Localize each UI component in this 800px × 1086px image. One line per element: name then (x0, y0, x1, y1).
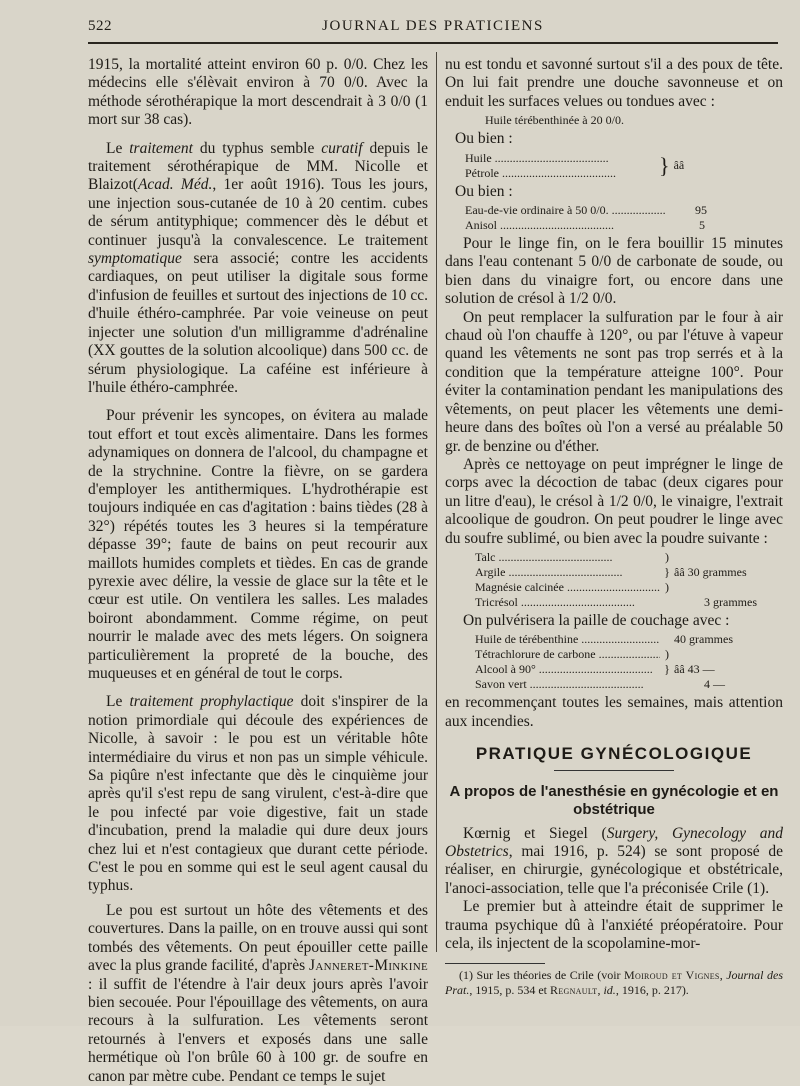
paragraph-spray: On pulvérisera la paille de couchage avec : (463, 611, 730, 629)
column-divider (436, 52, 437, 952)
recipe-oil-petrol: Huile ..... Pétrole ..... } ââ (465, 151, 783, 181)
header-rule (88, 42, 778, 44)
right-column (445, 56, 783, 998)
section-rule (554, 770, 674, 771)
recipe-spray: Huile de térébenthine ..... 40 grammes Tétrachlorure de carbone ..... ) Alcool à 90° ..... } ââ 43 — Savon vert ..... 4 — (475, 632, 783, 692)
or-label-2: Ou bien : (455, 182, 513, 200)
recipe-turpentine: Huile térébenthinée à 20 0/0. (485, 113, 624, 128)
recipe-powder: Talc ..... ) Argile ..... } ââ 30 grammes Magnésie calcinée ..... ) Tricrésol ..... 3 grammes (475, 550, 783, 610)
paragraph-mortality: 1915, la mortalité atteint environ 60 p. 0/0. Chez les médecins elle s'élèvait environ à 70 0/0. Avec la méthode sérothérapique la mort descendrait à 3 0/0 (1 mort sur 38 cas). (88, 56, 428, 129)
paragraph-lice: Le pou est surtout un hôte des vêtements et des couvertures. Dans la paille, on en trouve aussi qui sont tombés des vêtements. On peut épouiller cette paille avec la plus grande facilité, d'après Janneret-Minkine : il suffit de l'étendre à l'air deux jours après l'avoir bien secouée. Pour l'épouillage des vêtements, on aura recours à la sulfuration. Les vêtements seront retournés à l'envers et exposés dans une salle hermétique où l'on brûle 60 à 100 gr. de soufre en canon par mètre cube. Pendant ce temps le sujet (88, 901, 428, 1085)
left-column (88, 56, 428, 1086)
section-title: PRATIQUE GYNÉCOLOGIQUE (475, 744, 753, 764)
footnote: (1) Sur les théories de Crile (voir Moiroud et Vignes, Journal des Prat., 1915, p. 534 et Regnault, id., 1916, p. 217). (445, 968, 784, 998)
footnote-rule (445, 963, 545, 964)
paragraph-treatment: Le traitement du typhus semble curatif depuis le traitement sérothérapique de MM. Nicolle et Blaizot(Acad. Méd., 1er août 1916). Tous les jours, une injection sous-cutanée de 10 à 20 centim. cubes de sérum antityphique; commencer dès le début et continuer jusqu'à la convalescence. Le traitement symptomatique sera associé; contre les accidents cardiaques, on peut utiliser la digitale sous forme d'infusion de feuilles et surtout des injections de 10 cc. d'huile éthéro-camphrée. Par voie veineuse on peut injecter une solution d'un milligramme d'adrénaline (XX gouttes de la solution alcoolique) dans 500 cc. de sérum physiologique. La caféine est inférieure à l'huile éthéro-camphrée. (88, 139, 429, 396)
paragraph-prophylaxis: Le traitement prophylactique doit s'inspirer de la notion primordiale qui découle des expériences de Nicolle, à savoir : le pou est un véritable hôte intermédiaire du virus et non pas un simple véhicule. Sa piqûre n'est infectante que dès le cinquième jour après qu'il s'est repu de sang virulent, c'est-à-dire que le pou infecté par voie digestive, fait un stade d'incubation, prend la maladie qui dure deux jours chez lui et n'est contagieux que durant cette période. C'est le pou en somme qui est le seul agent causal du typhus. (88, 693, 428, 895)
paragraph-oven: On peut remplacer la sulfuration par le four à air chaud où l'on chauffe à 120°, ou par l'étuve à vapeur quand les vêtements ne sont pas trop serrés et à la condition que la température atteigne 100°. Pour éviter la contamination pendant les manipulations des vêtements, on peut placer les vêtements une demi-heure dans des boîtes où l'on a versé au préalable 50 gr. de benzine ou d'éther. (445, 308, 783, 455)
paragraph-trauma: Le premier but à atteindre était de supprimer le trauma psychique dû à l'anxiété préopératoire. Pour cela, ils injectent de la scopolamine-mor- (445, 898, 783, 952)
paragraph-syncope: Pour prévenir les syncopes, on évitera au malade tout effort et tout excès alimentaire. Dans les formes adynamiques on donnera de l'alcool, du champagne et de la strychnine. Contre la fièvre, on se gardera d'employer les antithermiques. L'hydrothérapie est toujours indiquée en cas d'agitation : bains tièdes (28 à 32°) répétés toutes les 3 heures si la température dépasse 39°; faute de bains on peut recourir aux maillots humides complets et tièdes. En cas de grande pyrexie avec délire, la vessie de glace sur la tête et le cœur est utile. On ventilera les salles. Les malades boiront abondamment. Comme régime, on peut nourrir le malade avec des mets légers. On soignera particulièrement la propreté de la bouche, des muqueuses et en général de tout le corps. (88, 407, 428, 682)
page-number: 522 (88, 18, 112, 34)
paragraph-koernig: Kœrnig et Siegel (Surgery, Gynecology and Obstetrics, mai 1916, p. 524) se sont proposé de réaliser, en chirurgie, gynécologique et obstétricale, l'anoci-association, telle que l'a préconisée Crile (1). (445, 824, 783, 897)
article-title: A propos de l'anesthésie en gynécologie et en obstétrique (449, 782, 779, 818)
journal-title: JOURNAL DES PRATICIENS (322, 18, 544, 34)
paragraph-shower: nu est tondu et savonné surtout s'il a des poux de tête. On lui fait prendre une douche savonneuse et on enduit les surfaces velues ou tondues avec : (445, 56, 783, 110)
recipe-anisol: Eau-de-vie ordinaire à 50 0/0. ..... 95 Anisol ..... 5 (465, 203, 783, 233)
paragraph-linen: Pour le linge fin, on le fera bouillir 15 minutes dans l'eau contenant 5 0/0 de carbonate de soude, ou bien dans du vinaigre fort, ou encore dans une solution de crésol à 1/2 0/0. (445, 235, 783, 308)
or-label-1: Ou bien : (455, 130, 513, 148)
paragraph-weekly: en recommençant toutes les semaines, mais attention aux incendies. (445, 694, 783, 730)
page-header (88, 14, 778, 40)
paragraph-cleaning: Après ce nettoyage on peut imprégner le linge de corps avec la décoction de tabac (deux cigares pour un litre d'eau), le crésol à 1/2 0/0, le vinaigre, l'extrait alcoolique de goudron. On peut poudrer le linge avec du soufre sublimé, ou bien avec la poudre suivante : (445, 455, 783, 547)
